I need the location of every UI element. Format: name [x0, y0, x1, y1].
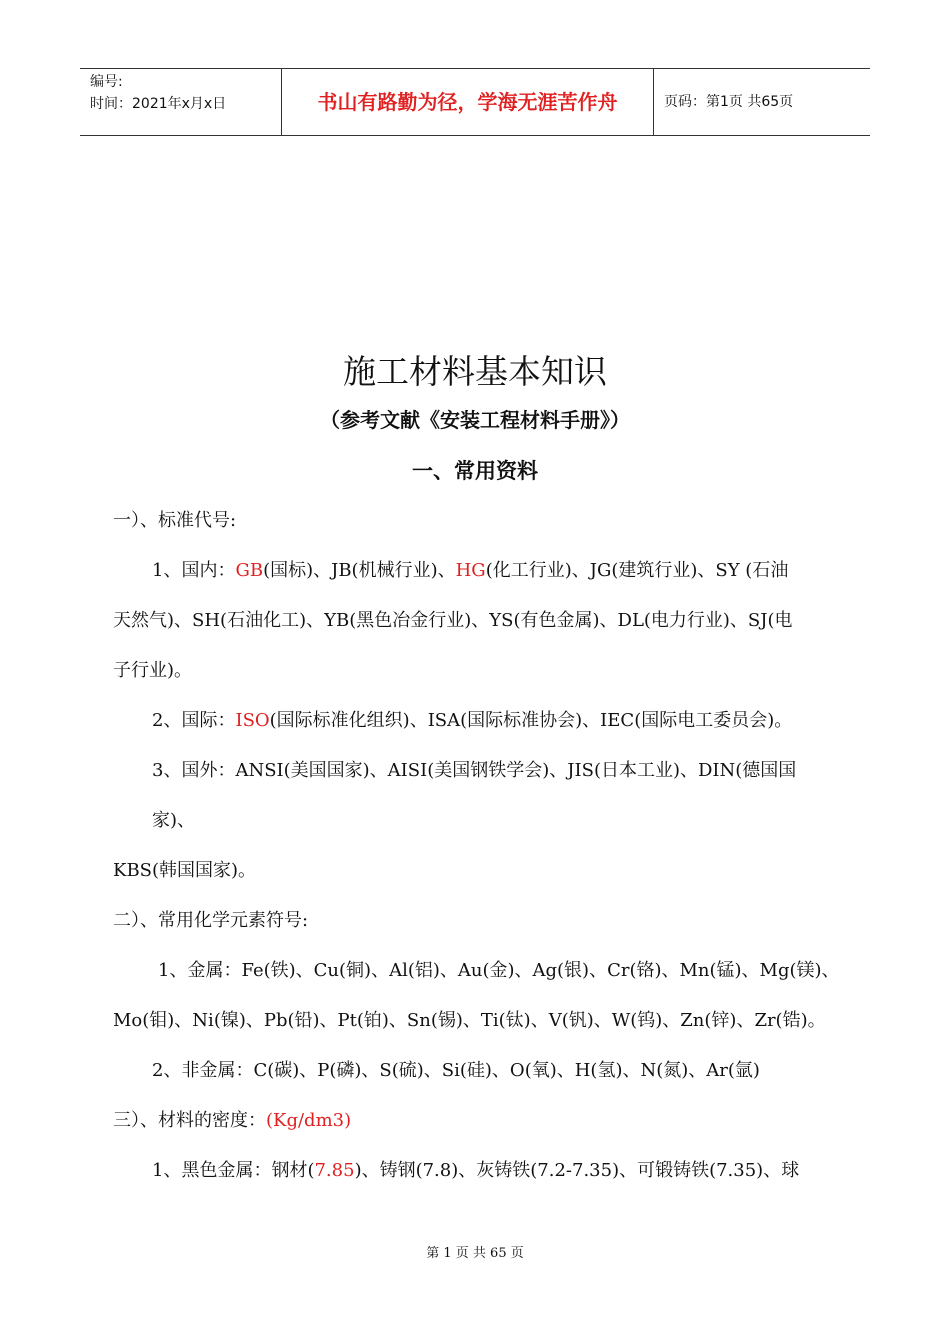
highlight-text: HG — [455, 560, 486, 581]
date-label: 时间：2021年x月x日 — [90, 96, 227, 112]
paragraph-line: 子行业)。 — [113, 660, 193, 681]
header-page-info: 页码：第1页 共65页 — [664, 94, 794, 110]
highlight-text: GB — [235, 560, 264, 581]
subsection-heading-standards: 一）、标准代号: — [113, 510, 237, 531]
paragraph-line: 3、国外：ANSI(美国国家)、AISI(美国钢铁学会)、JIS(日本工业)、DIN(德国国 — [152, 760, 797, 781]
document-title: 施工材料基本知识 — [343, 352, 607, 391]
paragraph-line: Mo(钼)、Ni(镍)、Pb(铅)、Pt(铂)、Sn(锡)、Ti(钛)、V(钒)、W(钨)、Zn(锌)、Zr(锆)。 — [113, 1010, 826, 1031]
text-run: )、铸钢(7.8)、灰铸铁(7.2-7.35)、可锻铸铁(7.35)、球 — [354, 1160, 800, 1181]
number-label: 编号: — [90, 74, 123, 90]
highlight-text: (Kg/dm3) — [266, 1110, 352, 1131]
text-run: 1、黑色金属：钢材( — [152, 1160, 315, 1181]
paragraph-line — [152, 556, 788, 586]
header-motto: 书山有路勤为径，学海无涯苦作舟 — [282, 69, 654, 135]
page-footer: 第 1 页 共 65 页 — [426, 1246, 524, 1261]
paragraph-line — [152, 1156, 799, 1186]
subsection-heading-elements: 二）、常用化学元素符号: — [113, 910, 309, 931]
document-subtitle: （参考文献《安装工程材料手册》） — [320, 408, 630, 432]
text-run: (国标)、JB(机械行业)、 — [263, 560, 456, 581]
paragraph-line: 1、金属：Fe(铁)、Cu(铜)、Al(铝)、Au(金)、Ag(银)、Cr(铬)、Mn(锰)、Mg(镁)、 — [158, 960, 840, 981]
paragraph-line: KBS(韩国国家)。 — [113, 860, 257, 881]
text-run: (化工行业)、JG(建筑行业)、SY (石油 — [485, 560, 789, 581]
header-meta — [80, 69, 282, 135]
text-run: (国际标准化组织)、ISA(国际标准协会)、IEC(国际电工委员会)。 — [269, 710, 793, 731]
paragraph-line: 天然气)、SH(石油化工)、YB(黑色冶金行业)、YS(有色金属)、DL(电力行业)、SJ(电 — [113, 610, 793, 631]
subsection-heading-density — [113, 1106, 351, 1136]
paragraph-line — [152, 706, 792, 736]
text-run: 2、国际： — [152, 710, 236, 731]
highlight-text: 7.85 — [314, 1160, 355, 1181]
text-run: 1、国内： — [152, 560, 236, 581]
page-header — [80, 68, 870, 136]
paragraph-line: 家)、 — [152, 810, 196, 831]
section-heading: 一、常用资料 — [412, 458, 538, 483]
paragraph-line: 2、非金属：C(碳)、P(磷)、S(硫)、Si(硅)、O(氧)、H(氢)、N(氮)、Ar(氩) — [152, 1060, 760, 1081]
text-run: 三）、材料的密度： — [113, 1110, 266, 1131]
highlight-text: ISO — [235, 710, 270, 731]
